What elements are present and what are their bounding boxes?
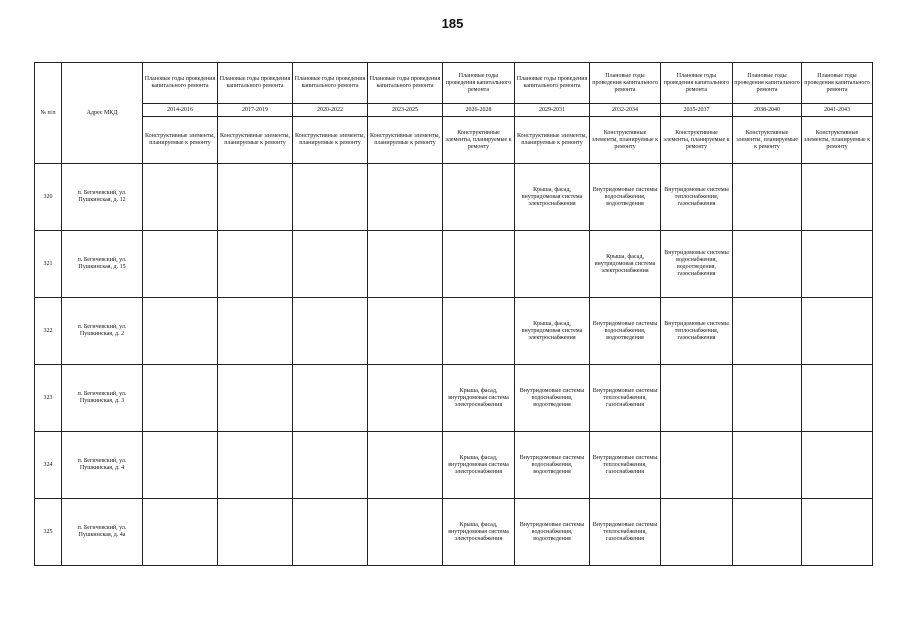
- table-row: [35, 432, 873, 499]
- period-title: Плановые годы проведения капитального ремонта: [443, 63, 515, 104]
- repair-cell: [218, 499, 293, 566]
- repair-cell: [733, 231, 802, 298]
- period-title: Плановые годы проведения капитального ремонта: [218, 63, 293, 104]
- elements-label: Конструктивные элементы, планируемые к ремонту: [590, 117, 661, 164]
- repair-cell: [143, 499, 218, 566]
- header-row-years: [35, 104, 873, 117]
- repair-cell: [443, 164, 515, 231]
- elements-label: Конструктивные элементы, планируемые к ремонту: [515, 117, 590, 164]
- repair-cell: Крыша, фасад, внутридомовая система электроснабжения: [515, 164, 590, 231]
- period-title: Плановые годы проведения капитального ремонта: [143, 63, 218, 104]
- row-number: 322: [35, 298, 62, 365]
- repair-cell: [293, 298, 368, 365]
- repair-cell: [143, 432, 218, 499]
- repair-cell: [368, 231, 443, 298]
- period-title: Плановые годы проведения капитального ремонта: [802, 63, 873, 104]
- repair-cell: [733, 432, 802, 499]
- elements-label: Конструктивные элементы, планируемые к ремонту: [661, 117, 733, 164]
- repair-cell: [143, 298, 218, 365]
- repair-cell: [368, 499, 443, 566]
- elements-label: Конструктивные элементы, планируемые к ремонту: [218, 117, 293, 164]
- period-title: Плановые годы проведения капитального ремонта: [515, 63, 590, 104]
- repair-cell: [802, 365, 873, 432]
- elements-label: Конструктивные элементы, планируемые к ремонту: [733, 117, 802, 164]
- year-range: 2029-2031: [515, 104, 590, 117]
- repair-cell: [661, 365, 733, 432]
- year-range: 2026-2028: [443, 104, 515, 117]
- repair-cell: Крыша, фасад, внутридомовая система электроснабжения: [590, 231, 661, 298]
- row-number: 325: [35, 499, 62, 566]
- repair-cell: [515, 231, 590, 298]
- repair-cell: Внутридомовые системы водоснабжения, водоотведения, газоснабжения: [661, 231, 733, 298]
- row-number: 321: [35, 231, 62, 298]
- repair-cell: [218, 298, 293, 365]
- elements-label: Конструктивные элементы, планируемые к ремонту: [368, 117, 443, 164]
- year-range: 2035-2037: [661, 104, 733, 117]
- repair-cell: [802, 164, 873, 231]
- row-address: п. Бегичевский, ул. Пушкинская, д. 12: [62, 164, 143, 231]
- year-range: 2020-2022: [293, 104, 368, 117]
- repair-cell: [293, 499, 368, 566]
- repair-cell: [293, 231, 368, 298]
- table-row: [35, 365, 873, 432]
- table-row: [35, 164, 873, 231]
- repair-cell: Крыша, фасад, внутридомовая система электроснабжения: [515, 298, 590, 365]
- year-range: 2032-2034: [590, 104, 661, 117]
- repair-cell: [661, 432, 733, 499]
- row-address: п. Бегичевский, ул. Пушкинская, д. 2: [62, 298, 143, 365]
- repair-cell: [733, 298, 802, 365]
- header-row-titles: [35, 63, 873, 104]
- repair-cell: Крыша, фасад, внутридомовая система электроснабжения: [443, 432, 515, 499]
- period-title: Плановые годы проведения капитального ремонта: [661, 63, 733, 104]
- repair-cell: [443, 298, 515, 365]
- repair-cell: [293, 164, 368, 231]
- repair-cell: Внутридомовые системы теплоснабжения, газоснабжения: [590, 499, 661, 566]
- elements-label: Конструктивные элементы, планируемые к ремонту: [143, 117, 218, 164]
- table-row: [35, 499, 873, 566]
- repair-cell: [733, 365, 802, 432]
- repair-cell: [802, 231, 873, 298]
- table-row: [35, 231, 873, 298]
- year-range: 2038-2040: [733, 104, 802, 117]
- repair-cell: [802, 499, 873, 566]
- row-address: п. Бегичевский, ул. Пушкинская, д. 4а: [62, 499, 143, 566]
- repair-cell: [443, 231, 515, 298]
- repair-cell: [368, 432, 443, 499]
- num-header: № п/п: [35, 63, 62, 164]
- repair-cell: Внутридомовые системы водоснабжения, водоотведения: [590, 164, 661, 231]
- repair-cell: [293, 365, 368, 432]
- elements-label: Конструктивные элементы, планируемые к ремонту: [802, 117, 873, 164]
- repair-cell: [802, 432, 873, 499]
- row-number: 324: [35, 432, 62, 499]
- repair-cell: Внутридомовые системы водоснабжения, водоотведения: [590, 298, 661, 365]
- period-title: Плановые годы проведения капитального ремонта: [293, 63, 368, 104]
- row-number: 320: [35, 164, 62, 231]
- row-address: п. Бегичевский, ул. Пушкинская, д. 3: [62, 365, 143, 432]
- repair-cell: [733, 499, 802, 566]
- repair-cell: Крыша, фасад, внутридомовая система электроснабжения: [443, 365, 515, 432]
- period-title: Плановые годы проведения капитального ремонта: [368, 63, 443, 104]
- repair-cell: [143, 231, 218, 298]
- repair-cell: Внутридомовые системы теплоснабжения, газоснабжения: [590, 365, 661, 432]
- capital-repair-table: [34, 62, 873, 566]
- page-number: 185: [441, 16, 464, 31]
- repair-cell: Внутридомовые системы водоснабжения, водоотведения: [515, 365, 590, 432]
- table-row: [35, 298, 873, 365]
- row-number: 323: [35, 365, 62, 432]
- elements-label: Конструктивные элементы, планируемые к ремонту: [443, 117, 515, 164]
- repair-cell: [218, 231, 293, 298]
- repair-cell: [802, 298, 873, 365]
- repair-cell: [733, 164, 802, 231]
- elements-label: Конструктивные элементы, планируемые к ремонту: [293, 117, 368, 164]
- repair-cell: [368, 164, 443, 231]
- header-row-elements: [35, 117, 873, 164]
- repair-cell: [293, 432, 368, 499]
- repair-cell: [218, 365, 293, 432]
- repair-cell: Крыша, фасад, внутридомовая система электроснабжения: [443, 499, 515, 566]
- repair-cell: [368, 298, 443, 365]
- row-address: п. Бегичевский, ул. Пушкинская, д. 15: [62, 231, 143, 298]
- repair-cell: Внутридомовые системы теплоснабжения, газоснабжения: [590, 432, 661, 499]
- year-range: 2023-2025: [368, 104, 443, 117]
- year-range: 2014-2016: [143, 104, 218, 117]
- repair-cell: [218, 164, 293, 231]
- period-title: Плановые годы проведения капитального ремонта: [733, 63, 802, 104]
- repair-cell: [368, 365, 443, 432]
- repair-cell: [143, 365, 218, 432]
- year-range: 2017-2019: [218, 104, 293, 117]
- repair-cell: Внутридомовые системы теплоснабжения, газоснабжения: [661, 164, 733, 231]
- repair-cell: [661, 499, 733, 566]
- repair-cell: Внутридомовые системы водоснабжения, водоотведения: [515, 499, 590, 566]
- row-address: п. Бегичевский, ул. Пушкинская, д. 4: [62, 432, 143, 499]
- repair-cell: Внутридомовые системы теплоснабжения, газоснабжения: [661, 298, 733, 365]
- address-header: Адрес МКД: [62, 63, 143, 164]
- year-range: 2041-2043: [802, 104, 873, 117]
- repair-cell: [143, 164, 218, 231]
- period-title: Плановые годы проведения капитального ремонта: [590, 63, 661, 104]
- repair-cell: [218, 432, 293, 499]
- repair-cell: Внутридомовые системы водоснабжения, водоотведения: [515, 432, 590, 499]
